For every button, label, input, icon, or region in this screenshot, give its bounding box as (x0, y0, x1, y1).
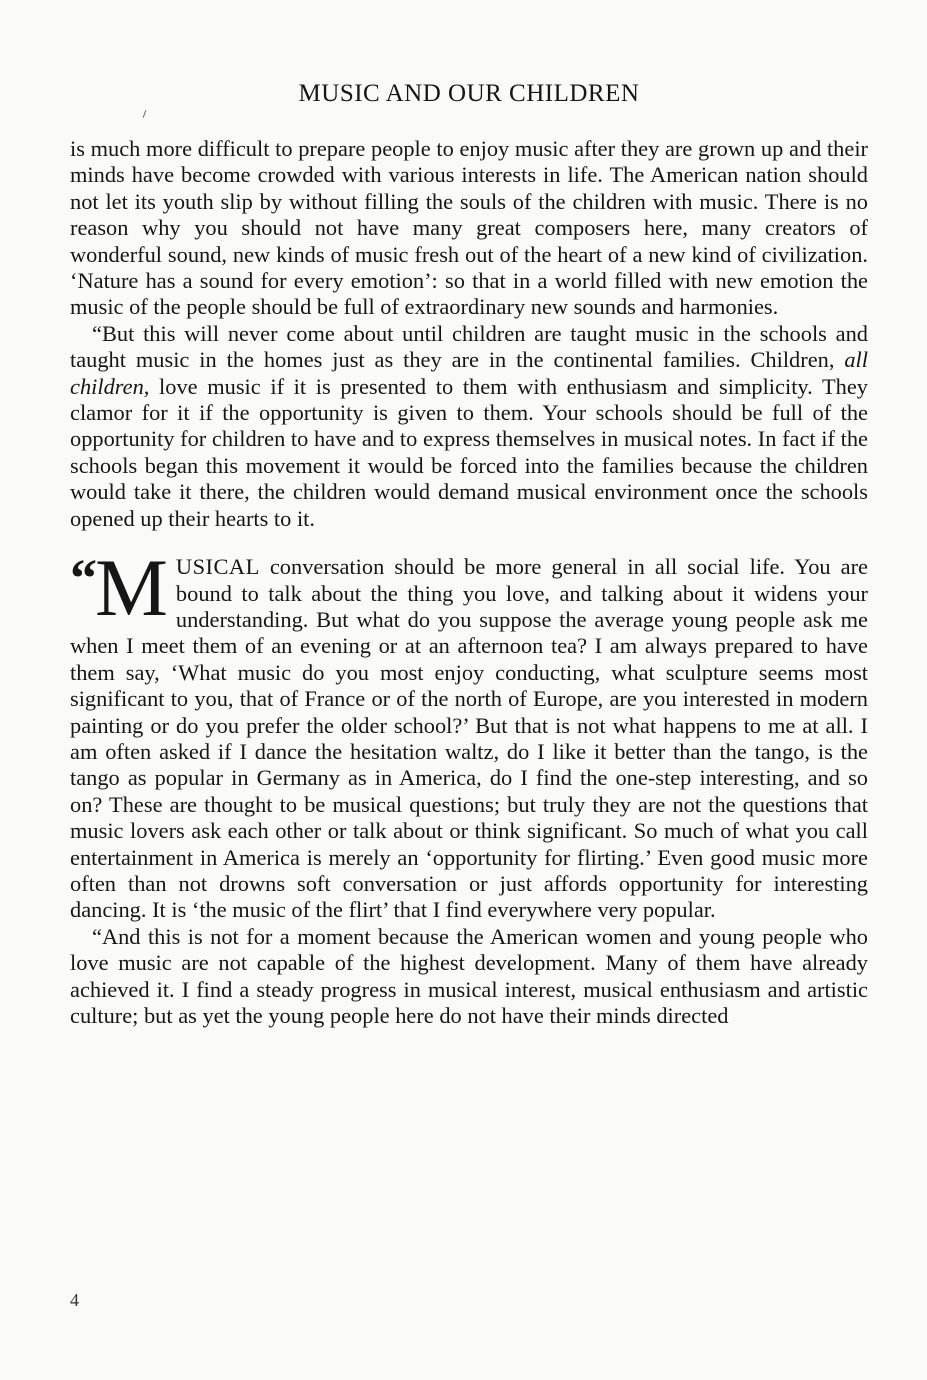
drop-cap-letter: M (95, 542, 168, 634)
running-head-title: MUSIC AND OUR CHILDREN (298, 80, 640, 107)
paragraph-continued: is much more difficult to prepare people to enjoy music after they are grown up and their minds have become crowded with various interests in life. The American nation should not let its youth slip by without filling the souls of the children with music. There is no reason why you should not have many great composers here, many creators of wonderful sound, new kinds of music fresh out of the heart of a new kind of civilization. ‘Nature has a sound for every emotion’: so that in a world filled with new emotion the music of the people should be full of extraordinary new sounds and harmonies. (70, 136, 868, 320)
paragraph-text-a: “But this will never come about until children are taught music in the schools and taught music in the homes just as they are in the continental families. Children, (70, 320, 868, 373)
italic-emphasis: all children, (70, 347, 868, 399)
paragraph-american-women: “And this is not for a moment because the American women and young people who love music are not capable of the highest development. Many of them have already achieved it. I find a steady progress in musical interest, musical enthusiasm and artistic culture; but as yet the young people here do not have their minds directed (70, 923, 868, 1028)
body-text (70, 136, 868, 1029)
small-caps-lead: USICAL (175, 554, 260, 580)
opening-quote-mark: “ (70, 548, 93, 609)
paragraph-musical-conversation (70, 542, 868, 924)
section-break (70, 532, 868, 554)
paragraph-quote-children (70, 321, 868, 532)
book-page (70, 0, 868, 1380)
paragraph-text-b: love music if it is presented to them with enthusiasm and simplicity. They clamor for it if the opportunity is given to them. Your schools should be full of the opportunity for children to have and to express themselves in musical notes. In fact if the schools began this movement it would be forced into the families because the children would take it there, the children would demand musical environment once the schools opened up their hearts to it. (70, 373, 868, 531)
paragraph-text: conversation should be more general in all social life. You are bound to talk about the thing you love, and talking about it widens your understanding. But what do you suppose the average young people ask me when I meet them of an evening or at an afternoon tea? I am always prepared to have them say, ‘What music do you most enjoy conducting, what sculpture seems most significant to you, that of France or of the north of Europe, are you interested in modern painting or do you prefer the older school?’ But that is not what happens to me at all. I am often asked if I dance the hesitation waltz, do I like it better than the tango, is the tango as popular in Germany as in America, do I find the one-step interesting, and so on? These are thought to be musical questions; but truly they are not the questions that music lovers ask each other or talk about or think significant. So much of what you call entertainment in America is merely an ‘opportunity for flirting.’ Even good music more often than not drowns soft conversation or just affords opportunity for interesting dancing. It is ‘the music of the flirt’ that I find everywhere very popular. (70, 554, 868, 923)
page-number: 4 (70, 1290, 79, 1310)
